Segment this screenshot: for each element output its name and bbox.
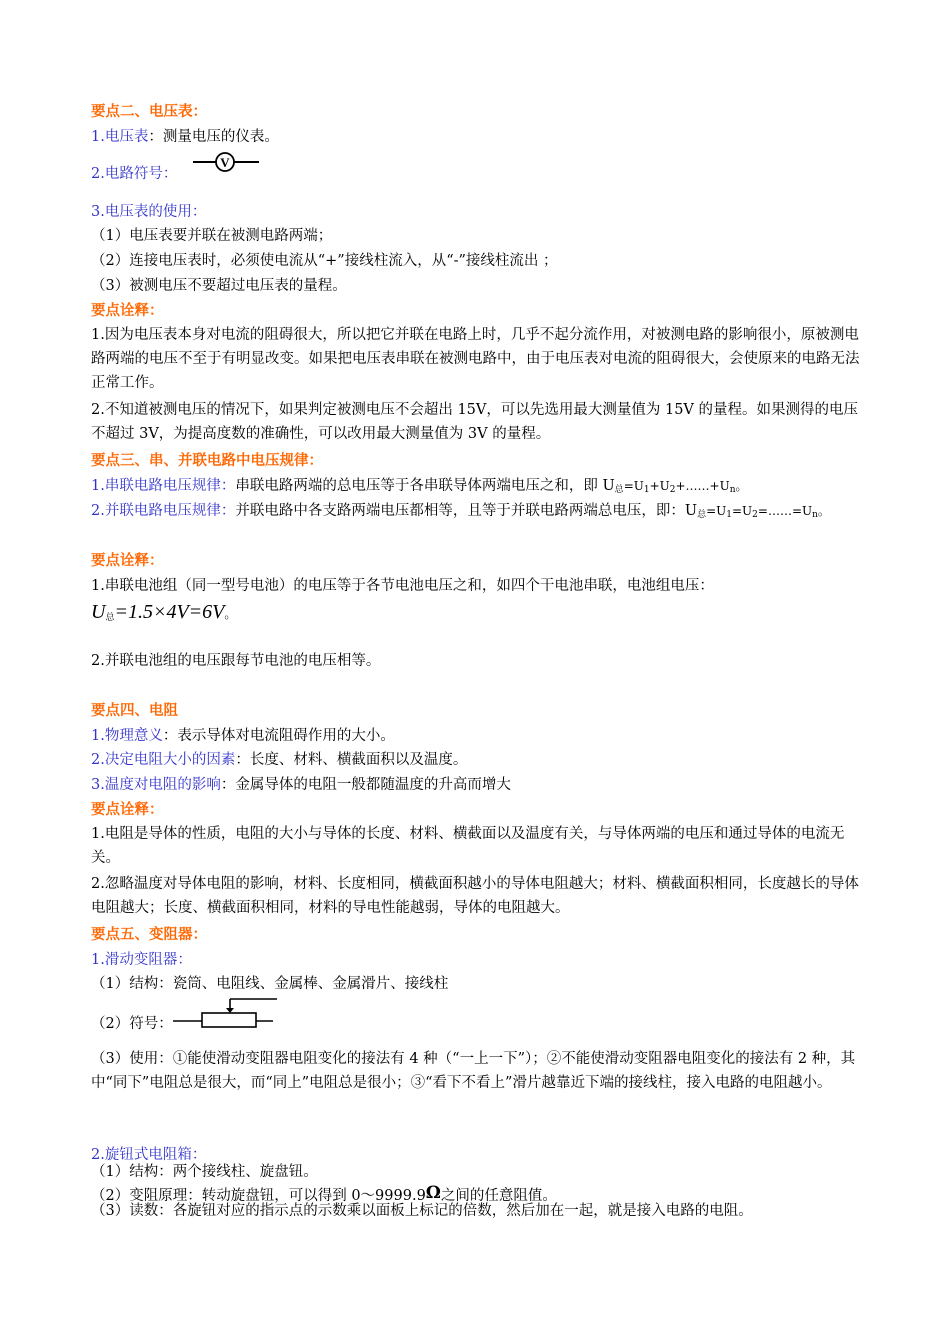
note-heading: 要点诠释： bbox=[91, 802, 164, 818]
term-label: 电压表的使用： bbox=[104, 204, 207, 220]
resistance-box-structure: （1）结构：两个接线柱、旋盘钮。 bbox=[91, 1164, 318, 1180]
parallel-voltage-rule bbox=[91, 499, 869, 527]
definition-text: ：表示导体对电流阻碍作用的大小。 bbox=[162, 728, 395, 744]
rule-formula: $=U_1+U_2+\dots\dots+U_n$。 bbox=[623, 479, 748, 495]
note-paragraph: 1.串联电池组（同一型号电池）的电压等于各节电池电压之和，如四个干电池串联，电池组电压： bbox=[91, 578, 714, 594]
resistance-meaning bbox=[91, 726, 395, 746]
item-number: 2. bbox=[91, 503, 105, 519]
usage-rule-2: （2）连接电压表时，必须使电流从“+”接线柱流入，从“-”接线柱流出 ； bbox=[91, 253, 558, 269]
note-paragraph: 1.因为电压表本身对电流的阻碍很大，所以把它并联在电路上时，几乎不起分流作用，对被测电路的影响很小，原被测电路两端的电压不至于有明显改变。如果把电压表串联在被测电路中，由于电压表对电流的阻碍很大，会使原来的电路无法正常工作。 bbox=[91, 327, 860, 391]
formula-end: 。 bbox=[224, 607, 237, 621]
voltmeter-symbol-icon bbox=[193, 150, 263, 178]
term-label: 并联电路电压规律： bbox=[104, 503, 236, 519]
formula-variable: U bbox=[91, 601, 106, 623]
definition-text: ：长度、材料、横截面积以及温度。 bbox=[235, 752, 468, 768]
rule-text: 并联电路中各支路两端电压都相等，且等于并联电路两端总电压，即：U bbox=[235, 503, 698, 519]
formula-expression: =1.5×4V=6V bbox=[114, 601, 225, 623]
rheostat-usage: （3）使用：①能使滑动变阻器电阻变化的接法有 4 种（“一上一下”）；②不能使滑动变阻器电阻变化的接法有 2 种，其中“同下”电阻总是很大，而“同上”电阻总是很小；③“看下不看上”滑片越靠近下端的接线柱，接入电路的电阻越小。 bbox=[91, 1051, 856, 1091]
section3-heading: 要点三、串、并联电路中电压规律： bbox=[91, 453, 323, 469]
voltmeter-definition bbox=[91, 127, 279, 147]
term-label: 串联电路电压规律： bbox=[104, 478, 236, 494]
total-subscript: 总 bbox=[614, 485, 624, 495]
term-label: 温度对电阻的影响 bbox=[104, 777, 221, 793]
item-number: 1. bbox=[91, 478, 105, 494]
term-label: 决定电阻大小的因素 bbox=[104, 752, 236, 768]
item-number: 1. bbox=[91, 728, 105, 744]
battery-formula bbox=[91, 598, 236, 632]
note-heading: 要点诠释： bbox=[91, 553, 164, 569]
definition-text: ：金属导体的电阻一般都随温度的升高而增大 bbox=[220, 777, 511, 793]
item-number: 2. bbox=[91, 166, 105, 182]
voltmeter-usage-title bbox=[91, 202, 206, 222]
resistance-box-reading: （3）读数：各旋钮对应的指示点的示数乘以面板上标记的倍数，然后加在一起，就是接入电路的电阻。 bbox=[91, 1203, 753, 1219]
rheostat-symbol-label: （2）符号： bbox=[91, 1016, 173, 1032]
principle-text: （2）变阻原理：转动旋盘钮，可以得到 0～9999.9 bbox=[91, 1188, 426, 1204]
definition-text: ：测量电压的仪表。 bbox=[148, 129, 279, 145]
formula-subscript: 总 bbox=[105, 613, 115, 623]
resistance-box-subheading: 2.旋钮式电阻箱： bbox=[91, 1147, 207, 1163]
voltmeter-symbol-letter: V bbox=[220, 155, 230, 170]
rheostat-structure: （1）结构：瓷筒、电阻线、金属棒、金属滑片、接线柱 bbox=[91, 976, 449, 992]
total-subscript: 总 bbox=[697, 510, 707, 520]
rule-formula: $=U_1=U_2=\dots\dots=U_n$。 bbox=[706, 504, 830, 520]
principle-tail: 之间的任意阻值。 bbox=[440, 1188, 557, 1204]
note-paragraph: 2.忽略温度对导体电阻的影响，材料、长度相同，横截面积越小的导体电阻越大；材料、横截面积相同，长度越长的导体电阻越大；长度、横截面积相同，材料的导电性能越弱，导体的电阻越大。 bbox=[91, 876, 859, 916]
usage-rule-1: （1）电压表要并联在被测电路两端； bbox=[91, 228, 333, 244]
temperature-effect bbox=[91, 775, 511, 795]
note-paragraph: 1.电阻是导体的性质，电阻的大小与导体的长度、材料、横截面以及温度有关，与导体两端的电压和通过导体的电流无关。 bbox=[91, 826, 845, 866]
ohm-icon: Ω bbox=[425, 1183, 441, 1203]
term-label: 物理意义 bbox=[104, 728, 163, 744]
note-heading: 要点诠释： bbox=[91, 303, 164, 319]
rheostat-subheading: 1.滑动变阻器： bbox=[91, 952, 192, 968]
item-number: 1. bbox=[91, 129, 105, 145]
circuit-symbol-line bbox=[91, 164, 177, 184]
term-label: 电路符号： bbox=[104, 166, 178, 182]
term-label: 电压表 bbox=[104, 129, 149, 145]
note-paragraph: 2.并联电池组的电压跟每节电池的电压相等。 bbox=[91, 653, 381, 669]
section4-heading: 要点四、电阻 bbox=[91, 703, 178, 719]
item-number: 3. bbox=[91, 204, 105, 220]
section2-heading: 要点二、电压表： bbox=[91, 104, 207, 120]
series-voltage-rule bbox=[91, 476, 748, 500]
item-number: 3. bbox=[91, 777, 105, 793]
section5-heading: 要点五、变阻器： bbox=[91, 927, 207, 943]
resistance-factors bbox=[91, 750, 467, 770]
rheostat-symbol-icon bbox=[173, 995, 285, 1033]
note-paragraph: 2.不知道被测电压的情况下，如果判定被测电压不会超出 15V，可以先选用最大测量值为 15V 的量程。如果测得的电压不超过 3V，为提高度数的准确性，可以改用最大测量值为 3V 的量程。 bbox=[91, 402, 859, 442]
rule-text: 串联电路两端的总电压等于各串联导体两端电压之和，即 U bbox=[235, 478, 615, 494]
item-number: 2. bbox=[91, 752, 105, 768]
usage-rule-3: （3）被测电压不要超过电压表的量程。 bbox=[91, 278, 347, 294]
